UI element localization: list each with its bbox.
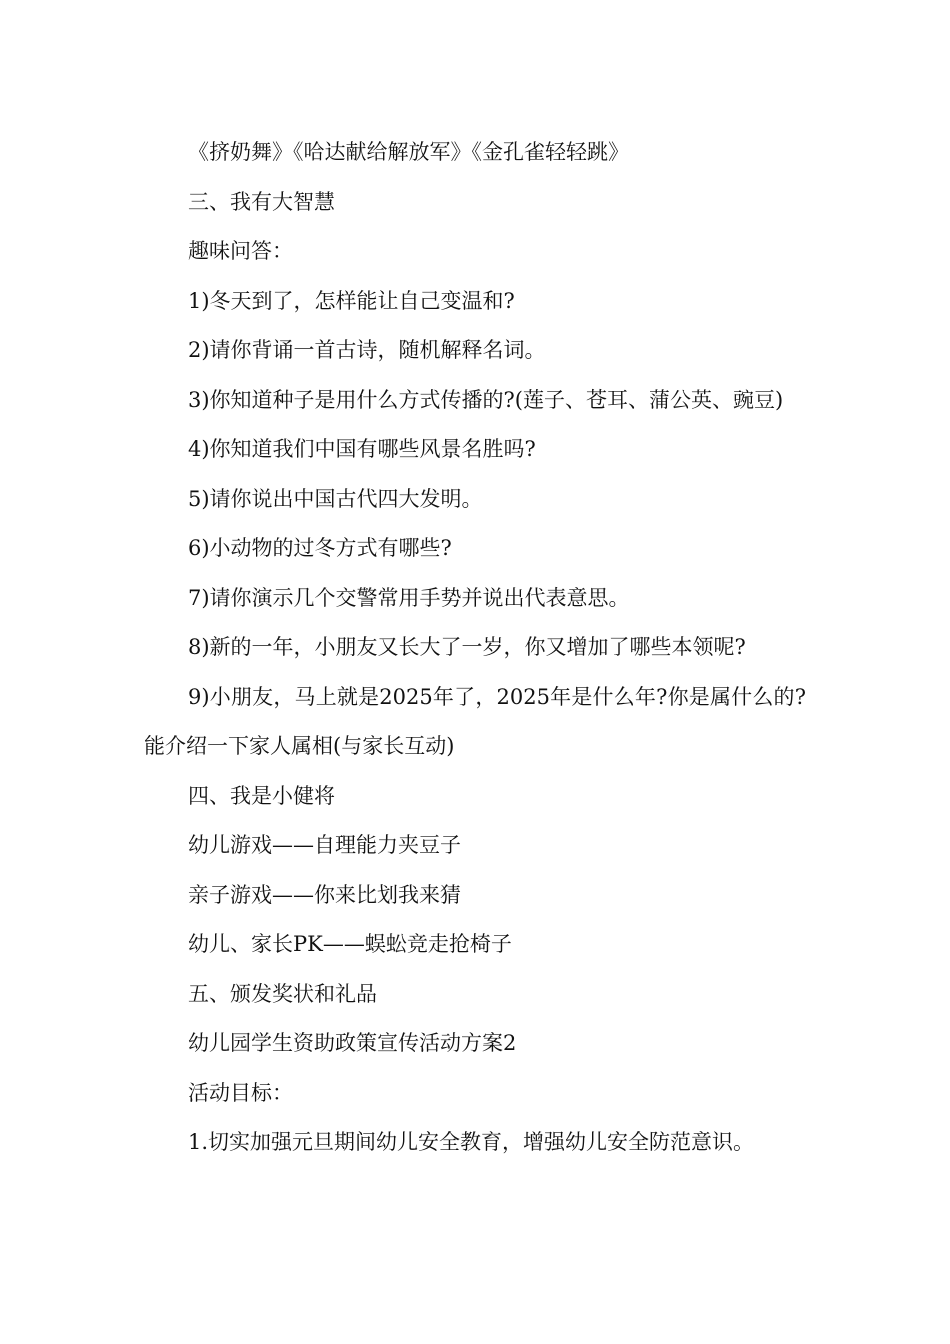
quiz-item-9: 9)小朋友，马上就是2025年了，2025年是什么年?你是属什么的?能介绍一下家人属相(与家长互动)	[144, 684, 806, 758]
paragraph-dance-titles: 《挤奶舞》《哈达献给解放军》《金孔雀轻轻跳》	[188, 140, 629, 164]
section-heading-awards: 五、颁发奖状和礼品	[188, 981, 377, 1006]
game-item-child: 幼儿游戏——自理能力夹豆子	[188, 833, 461, 857]
game-item-parent-child: 亲子游戏——你来比划我来猜	[188, 882, 461, 907]
section-heading-wisdom: 三、我有大智慧	[188, 189, 335, 214]
document-body	[144, 128, 806, 1168]
quiz-item-1: 1)冬天到了，怎样能让自己变温和?	[188, 288, 515, 313]
quiz-item-6: 6)小动物的过冬方式有哪些?	[188, 536, 452, 560]
quiz-item-2: 2)请你背诵一首古诗，随机解释名词。	[188, 338, 546, 362]
quiz-item-8: 8)新的一年，小朋友又长大了一岁，你又增加了哪些本领呢?	[188, 635, 746, 659]
quiz-item-5: 5)请你说出中国古代四大发明。	[188, 486, 483, 511]
quiz-item-4: 4)你知道我们中国有哪些风景名胜吗?	[188, 437, 536, 461]
plan-title-2: 幼儿园学生资助政策宣传活动方案2	[188, 1031, 517, 1055]
game-item-pk: 幼儿、家长PK——蜈蚣竞走抢椅子	[188, 932, 512, 956]
quiz-item-7: 7)请你演示几个交警常用手势并说出代表意思。	[188, 585, 630, 610]
goal-item-1: 1.切实加强元旦期间幼儿安全教育，增强幼儿安全防范意识。	[188, 1130, 755, 1154]
paragraph-goals-heading: 活动目标：	[188, 1080, 293, 1105]
section-heading-athlete: 四、我是小健将	[188, 783, 335, 808]
quiz-item-3: 3)你知道种子是用什么方式传播的?(莲子、苍耳、蒲公英、豌豆)	[188, 387, 784, 412]
paragraph-quiz-intro: 趣味问答：	[188, 239, 293, 263]
